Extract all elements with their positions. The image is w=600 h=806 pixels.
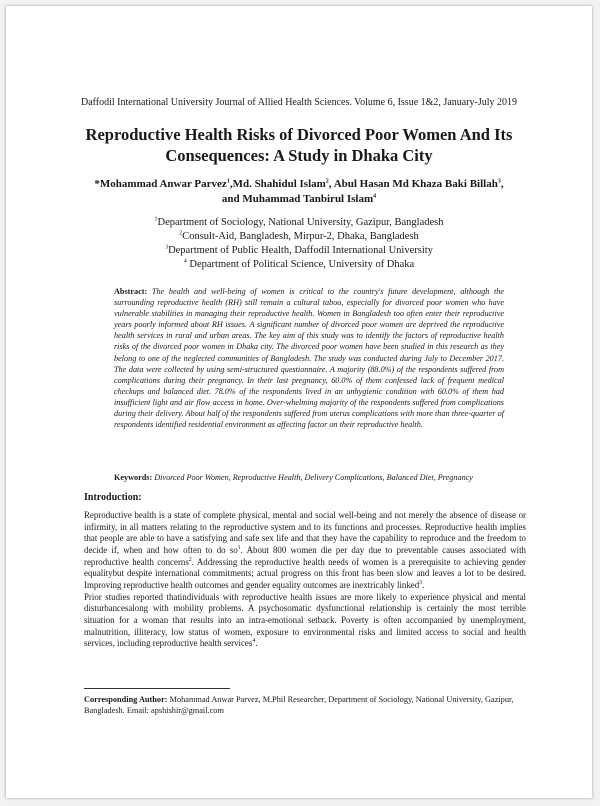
corresponding-label: Corresponding Author: [84, 695, 168, 704]
corresponding-author [84, 694, 522, 716]
keywords-text: Divorced Poor Women, Reproductive Health, Delivery Complications, Balanced Diet, Pregnancy [154, 473, 473, 482]
intro-heading: Introduction: [84, 492, 142, 503]
citation-sup: 4 [252, 638, 256, 645]
paper-page [6, 6, 592, 798]
intro-body [84, 510, 526, 650]
author-3-sup: 3 [497, 178, 501, 185]
affiliation-text: Department of Public Health, Daffodil International University [168, 245, 433, 256]
author-line-2 [56, 192, 542, 207]
paragraph-2-part-2: . [255, 638, 258, 649]
author-1-sup: 1 [226, 178, 230, 185]
paragraph-1-part-1: Reproductive health is a state of complete physical, mental and social well-being and not merely the absence of disease or infirmity, in all matters relating to the reproductive system and to its functions and processes. Reproductive health implies that people are able to have a satisfying and safe sex life and that they have the capability to reproduce and the freedom to decide if, when and how often to do so [84, 510, 526, 555]
author-3: , Abul Hasan Md Khaza Baki Billah [328, 178, 498, 190]
citation-sup: 2 [188, 556, 192, 563]
paragraph-1 [84, 510, 526, 592]
keywords-label: Keywords: [114, 473, 153, 482]
citation-sup: 1 [237, 545, 241, 551]
author-line-1: *Mohammad Anwar Parvez$^1$,Md. Shahidul Islam$^2$, Abul Hasan Md Khaza Baki Billah$^3$, [94, 178, 504, 190]
corresponding-text: Mohammad Anwar Parvez, M.Phil Researcher, Department of Sociology, National University, Gazipur, Bangladesh. Email: apshishir@gmail.com [84, 695, 514, 715]
author-4: and Muhammad Tanbirul Islam [221, 193, 374, 205]
author-2-sup: 2 [325, 178, 329, 185]
author-2: ,Md. Shahidul Islam [229, 178, 326, 190]
keywords [114, 472, 504, 483]
paragraph-1-part-2: . About 800 women die per day due to preventable causes associated with reproductive health concerns [84, 544, 526, 567]
paragraph-1-part-3: . Addressing the reproductive health needs of women is a prerequisite to achieving gender equalitybut despite international commitments; actual progress on this front has been slow and leaves a lot to be desired. Improving reproductive health outcomes and gender equality outcomes are inextricably linked [84, 556, 526, 590]
paragraph-2 [84, 592, 526, 650]
paper-title [46, 124, 552, 166]
affiliation-text: Consult-Aid, Bangladesh, Mirpur-2, Dhaka, Bangladesh [182, 231, 419, 242]
affiliation-sup: 3 [165, 244, 169, 251]
affiliation-list [66, 216, 532, 272]
author-list [56, 177, 542, 207]
abstract-label: Abstract: [114, 287, 148, 296]
affiliation-item [66, 230, 532, 244]
affiliation-sup: 1 [154, 216, 158, 223]
affiliation-text: Department of Political Science, University of Dhaka [186, 259, 415, 270]
abstract [114, 286, 504, 430]
affiliation-item [66, 244, 532, 258]
paragraph-1-part-4: . [422, 579, 425, 590]
title-line-2: Consequences: A Study in Dhaka City [165, 146, 433, 165]
affiliation-sup: 4 [183, 258, 187, 265]
journal-header: Daffodil International University Journal of Allied Health Sciences. Volume 6, Issue 1&2, January-July 2019 [80, 97, 518, 108]
affiliation-text: Department of Sociology, National University, Gazipur, Bangladesh [157, 217, 444, 228]
title-line-1: Reproductive Health Risks of Divorced Poor Women And Its [85, 125, 513, 144]
affiliation-item [66, 216, 532, 230]
author-1: *Mohammad Anwar Parvez [94, 178, 227, 190]
footnote-rule [84, 688, 230, 689]
abstract-text: The health and well-being of women is critical to the country's future development, although the surrounding reproductive health (RH) still remain a cultural taboo, especially for divorced poor women who have vulnerable stabilities in managing their reproductive health. Women in Bangladesh too often enter their reproductive years poorly informed about RH issues. A significant number of divorced poor women are deprived the reproductive health services in rural and urban areas. The key aim of this study was to identify the factors of reproductive health risks of the divorced poor women in Dhaka city. The divorced poor women have been studied in this research as they belong to one of the neglected communities of Bangladesh. The study was conducted during July to December 2017. The data were collected by using semi-structured questionnaire. A majority (88.0%) of the respondents suffered from complications during their pregnancy. In their last pregnancy, 60.0% of them confessed lack of frequent medical checkups and balanced diet. 78.0% of the respondents lived in an unhygienic condition with 60.0% of them had insufficient light and air flow access in home. Over-whelming majority of the respondents suffered from complications during their delivery. About half of the respondents suffered from uterus complications with more than three-quarter of respondents identified residential environment as affecting factor on their reproductive health. [114, 287, 504, 430]
affiliation-sup: 2 [179, 230, 183, 237]
author-4-sup: 4 [373, 193, 377, 200]
affiliation-item [66, 258, 532, 272]
paragraph-2-part-1: Prior studies reported thatindividuals with reproductive health issues are more likely to experience physical and mental disturbancesalong with mobility problems. A psychosomatic dysfunctional relationship is certainly the most terrible situation for a woman that results into an intra-emotional setback. Poverty is often accompanied by unemployment, malnutrition, illiteracy, low status of women, exposure to environmental risks and limited access to social and health services, including reproductive health services [84, 591, 526, 649]
citation-sup: 3 [419, 579, 423, 586]
